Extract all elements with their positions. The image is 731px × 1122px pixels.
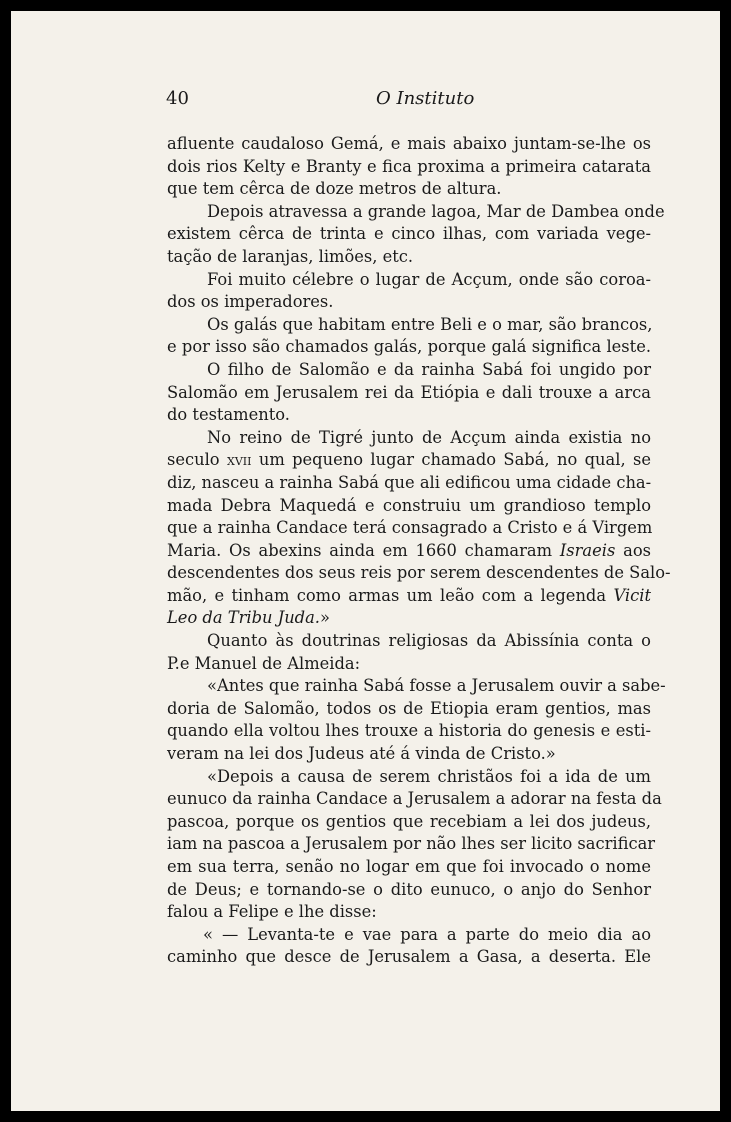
page-number: 40 [166, 88, 189, 109]
running-title: O Instituto [376, 88, 475, 109]
text-line: Quanto às doutrinas religiosas da Abissínia conta o [207, 631, 651, 651]
body-text [167, 133, 671, 969]
text-line: Salomão em Jerusalem rei da Etiópia e dali trouxe a arca [167, 382, 651, 402]
text-line: eunuco da rainha Candace a Jerusalem a adorar na festa da [167, 789, 662, 809]
text-line: seculo xvii um pequeno lugar chamado Sabá, no qual, se [167, 450, 651, 470]
text-line: O filho de Salomão e da rainha Sabá foi ungido por [207, 359, 651, 379]
text-line: «Depois a causa de serem christãos foi a ida de um [207, 766, 651, 786]
text-line: dos os imperadores. [167, 292, 334, 312]
text-line: doria de Salomão, todos os de Etiopia eram gentios, mas [167, 698, 651, 718]
text-line: do testamento. [167, 405, 290, 425]
page-header [166, 88, 566, 118]
text-line: Maria. Os abexins ainda em 1660 chamaram Israeis aos [167, 540, 651, 560]
text-line: mada Debra Maquedá e construiu um grandioso templo [167, 495, 651, 515]
text-line: quando ella voltou lhes trouxe a historia do genesis e esti- [167, 721, 651, 741]
book-page [11, 11, 720, 1111]
text-line: iam na pascoa a Jerusalem por não lhes ser licito sacrificar [167, 834, 656, 854]
text-line: em sua terra, senão no logar em que foi invocado o nome [167, 857, 651, 876]
text-line: veram na lei dos Judeus até á vinda de Cristo.» [167, 744, 556, 764]
text-line: de Deus; e tornando-se o dito eunuco, o anjo do Senhor [167, 879, 651, 899]
text-line: Depois atravessa a grande lagoa, Mar de Dambea onde [207, 201, 665, 221]
text-line: Foi muito célebre o lugar de Acçum, onde são coroa- [207, 269, 651, 289]
text-line: Leo da Tribu Juda.» [167, 608, 330, 628]
text-line: existem cêrca de trinta e cinco ilhas, com variada vege- [167, 224, 651, 244]
text-line: No reino de Tigré junto de Acçum ainda existia no [207, 427, 651, 447]
text-line: «Antes que rainha Sabá fosse a Jerusalem ouvir a sabe- [207, 676, 666, 696]
text-line: afluente caudaloso Gemá, e mais abaixo juntam-se-lhe os [167, 134, 651, 153]
text-line: que tem cêrca de doze metros de altura. [167, 179, 502, 199]
text-line: tação de laranjas, limões, etc. [167, 246, 414, 266]
text-line: descendentes dos seus reis por serem descendentes de Salo- [167, 563, 671, 583]
text-line: falou a Felipe e lhe disse: [167, 902, 377, 922]
text-line: Os galás que habitam entre Beli e o mar, são brancos, [207, 314, 653, 334]
text-line: caminho que desce de Jerusalem a Gasa, a deserta. Ele [167, 947, 651, 967]
text-line: P.e Manuel de Almeida: [167, 653, 361, 673]
text-line: pascoa, porque os gentios que recebiam a lei dos judeus, [167, 811, 651, 831]
text-line: « — Levanta-te e vae para a parte do meio dia ao [203, 924, 651, 944]
text-line: dois rios Kelty e Branty e fica proxima a primeira catarata [167, 156, 651, 176]
text-line: diz, nasceu a rainha Sabá que ali edificou uma cidade cha- [167, 472, 652, 492]
text-line: e por isso são chamados galás, porque galá significa leste. [167, 337, 651, 357]
text-line: que a rainha Candace terá consagrado a Cristo e á Virgem [167, 518, 653, 538]
text-line: mão, e tinham como armas um leão com a legenda Vicit [167, 585, 651, 605]
